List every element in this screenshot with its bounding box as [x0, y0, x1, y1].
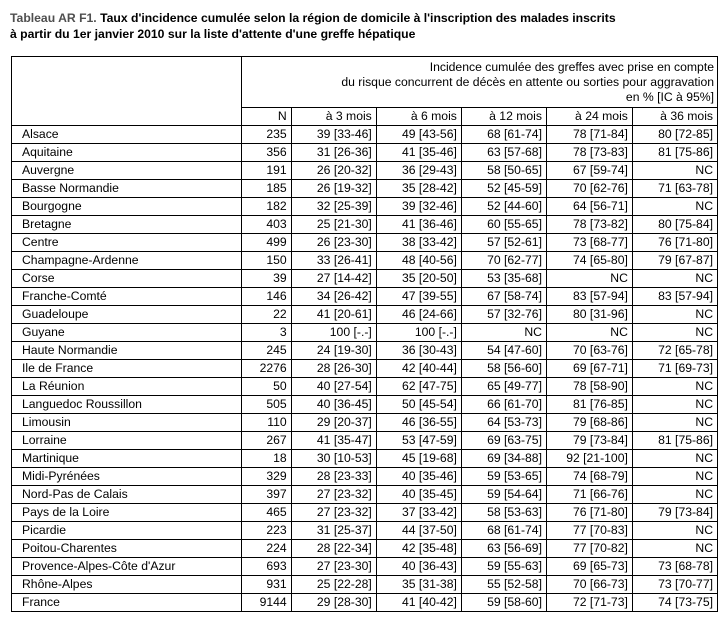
region-cell: Martinique — [12, 450, 242, 468]
value-24-months: 83 [57-94] — [546, 288, 632, 306]
table-row — [12, 342, 718, 360]
region-cell: Bourgogne — [12, 198, 242, 216]
value-12-months: NC — [461, 324, 546, 342]
header-line1: Incidence cumulée des greffes avec prise en compte — [429, 59, 714, 74]
column-header-12-months: à 12 mois — [461, 108, 546, 126]
region-cell: Bretagne — [12, 216, 242, 234]
region-cell: Franche-Comté — [12, 288, 242, 306]
value-6-months: 53 [47-59] — [376, 432, 461, 450]
table-row — [12, 360, 718, 378]
n-cell: 191 — [241, 162, 291, 180]
value-3-months: 27 [23-32] — [291, 486, 376, 504]
value-12-months: 68 [61-74] — [461, 522, 546, 540]
value-36-months: 79 [73-84] — [632, 504, 717, 522]
table-row — [12, 216, 718, 234]
value-6-months: 45 [19-68] — [376, 450, 461, 468]
value-3-months: 26 [19-32] — [291, 180, 376, 198]
value-24-months: 74 [65-80] — [546, 252, 632, 270]
value-12-months: 60 [55-65] — [461, 216, 546, 234]
value-12-months: 53 [35-68] — [461, 270, 546, 288]
value-36-months: 80 [75-84] — [632, 216, 717, 234]
n-cell: 693 — [241, 558, 291, 576]
table-row — [12, 396, 718, 414]
value-24-months: 77 [70-82] — [546, 540, 632, 558]
n-cell: 110 — [241, 414, 291, 432]
region-cell: Picardie — [12, 522, 242, 540]
table-row — [12, 198, 718, 216]
n-cell: 182 — [241, 198, 291, 216]
value-36-months: NC — [632, 450, 717, 468]
table-row — [12, 468, 718, 486]
value-6-months: 38 [33-42] — [376, 234, 461, 252]
value-6-months: 39 [32-46] — [376, 198, 461, 216]
value-6-months: 40 [35-46] — [376, 468, 461, 486]
value-36-months: NC — [632, 414, 717, 432]
region-cell: Provence-Alpes-Côte d'Azur — [12, 558, 242, 576]
value-12-months: 59 [55-63] — [461, 558, 546, 576]
value-6-months: 35 [20-50] — [376, 270, 461, 288]
value-24-months: 70 [66-73] — [546, 576, 632, 594]
table-row — [12, 288, 718, 306]
value-6-months: 100 [-.-] — [376, 324, 461, 342]
value-12-months: 66 [61-70] — [461, 396, 546, 414]
value-24-months: 78 [58-90] — [546, 378, 632, 396]
value-12-months: 52 [45-59] — [461, 180, 546, 198]
table-row — [12, 144, 718, 162]
value-3-months: 29 [28-30] — [291, 594, 376, 612]
value-6-months: 40 [36-43] — [376, 558, 461, 576]
column-header-6-months: à 6 mois — [376, 108, 461, 126]
value-36-months: NC — [632, 198, 717, 216]
region-cell: Ile de France — [12, 360, 242, 378]
table-row — [12, 270, 718, 288]
value-3-months: 25 [21-30] — [291, 216, 376, 234]
n-cell: 18 — [241, 450, 291, 468]
value-36-months: 71 [63-78] — [632, 180, 717, 198]
value-36-months: NC — [632, 540, 717, 558]
value-36-months: 76 [71-80] — [632, 234, 717, 252]
value-6-months: 44 [37-50] — [376, 522, 461, 540]
value-6-months: 47 [39-55] — [376, 288, 461, 306]
region-cell: Lorraine — [12, 432, 242, 450]
n-cell: 185 — [241, 180, 291, 198]
region-cell: Midi-Pyrénées — [12, 468, 242, 486]
table-row — [12, 432, 718, 450]
caption-line1: Taux d'incidence cumulée selon la région de domicile à l'inscription des malades inscrits — [100, 11, 616, 25]
value-36-months: NC — [632, 306, 717, 324]
value-6-months: 42 [40-44] — [376, 360, 461, 378]
value-24-months: 78 [73-82] — [546, 216, 632, 234]
table-row — [12, 126, 718, 144]
value-6-months: 41 [40-42] — [376, 594, 461, 612]
value-24-months: 79 [68-86] — [546, 414, 632, 432]
n-cell: 50 — [241, 378, 291, 396]
value-6-months: 35 [31-38] — [376, 576, 461, 594]
value-3-months: 28 [22-34] — [291, 540, 376, 558]
value-6-months: 37 [33-42] — [376, 504, 461, 522]
value-12-months: 55 [52-58] — [461, 576, 546, 594]
value-6-months: 46 [24-66] — [376, 306, 461, 324]
caption-label: Tableau AR F1. — [10, 11, 97, 25]
value-12-months: 70 [62-77] — [461, 252, 546, 270]
column-header-36-months: à 36 mois — [632, 108, 717, 126]
value-24-months: 80 [31-96] — [546, 306, 632, 324]
value-3-months: 26 [20-32] — [291, 162, 376, 180]
n-cell: 9144 — [241, 594, 291, 612]
value-36-months: 80 [72-85] — [632, 126, 717, 144]
region-cell: Limousin — [12, 414, 242, 432]
caption-line2: à partir du 1er janvier 2010 sur la liste d'attente d'une greffe hépatique — [10, 27, 416, 41]
table-row — [12, 234, 718, 252]
n-cell: 150 — [241, 252, 291, 270]
incidence-table — [11, 56, 718, 612]
value-24-months: 79 [73-84] — [546, 432, 632, 450]
column-header-3-months: à 3 mois — [291, 108, 376, 126]
region-cell: France — [12, 594, 242, 612]
table-row — [12, 324, 718, 342]
region-cell: Poitou-Charentes — [12, 540, 242, 558]
value-3-months: 27 [23-32] — [291, 504, 376, 522]
table-row — [12, 540, 718, 558]
region-cell: Corse — [12, 270, 242, 288]
value-12-months: 58 [50-65] — [461, 162, 546, 180]
value-3-months: 41 [20-61] — [291, 306, 376, 324]
value-36-months: 81 [75-86] — [632, 144, 717, 162]
value-24-months: NC — [546, 270, 632, 288]
value-36-months: NC — [632, 378, 717, 396]
value-3-months: 40 [36-45] — [291, 396, 376, 414]
region-cell: Basse Normandie — [12, 180, 242, 198]
n-cell: 22 — [241, 306, 291, 324]
value-12-months: 59 [53-65] — [461, 468, 546, 486]
region-cell: Alsace — [12, 126, 242, 144]
value-12-months: 54 [47-60] — [461, 342, 546, 360]
value-24-months: 73 [68-77] — [546, 234, 632, 252]
table-row — [12, 180, 718, 198]
value-12-months: 63 [56-69] — [461, 540, 546, 558]
value-24-months: 72 [71-73] — [546, 594, 632, 612]
value-12-months: 63 [57-68] — [461, 144, 546, 162]
table-row — [12, 486, 718, 504]
value-36-months: 73 [68-78] — [632, 558, 717, 576]
header-main-cell — [241, 57, 717, 108]
value-24-months: 69 [67-71] — [546, 360, 632, 378]
n-cell: 3 — [241, 324, 291, 342]
table-caption — [10, 10, 710, 42]
value-3-months: 30 [10-53] — [291, 450, 376, 468]
n-cell: 329 — [241, 468, 291, 486]
region-cell: Auvergne — [12, 162, 242, 180]
region-cell: Languedoc Roussillon — [12, 396, 242, 414]
header-line3: en % [IC à 95%] — [625, 89, 714, 104]
value-3-months: 29 [20-37] — [291, 414, 376, 432]
table-row — [12, 162, 718, 180]
table-row — [12, 558, 718, 576]
value-6-months: 46 [36-55] — [376, 414, 461, 432]
table-row — [12, 306, 718, 324]
value-6-months: 50 [45-54] — [376, 396, 461, 414]
value-6-months: 48 [40-56] — [376, 252, 461, 270]
value-24-months: 70 [63-76] — [546, 342, 632, 360]
value-3-months: 100 [-.-] — [291, 324, 376, 342]
value-12-months: 68 [61-74] — [461, 126, 546, 144]
header-line2: du risque concurrent de décès en attente ou sorties pour aggravation — [341, 74, 714, 89]
value-6-months: 40 [35-45] — [376, 486, 461, 504]
n-cell: 505 — [241, 396, 291, 414]
table-row — [12, 414, 718, 432]
value-3-months: 26 [23-30] — [291, 234, 376, 252]
value-24-months: 92 [21-100] — [546, 450, 632, 468]
value-6-months: 35 [28-42] — [376, 180, 461, 198]
value-12-months: 65 [49-77] — [461, 378, 546, 396]
value-12-months: 58 [53-63] — [461, 504, 546, 522]
table-row — [12, 252, 718, 270]
header-row-main — [12, 57, 718, 108]
value-3-months: 31 [25-37] — [291, 522, 376, 540]
value-36-months: 73 [70-77] — [632, 576, 717, 594]
value-12-months: 69 [63-75] — [461, 432, 546, 450]
value-12-months: 59 [54-64] — [461, 486, 546, 504]
region-cell: La Réunion — [12, 378, 242, 396]
value-3-months: 28 [26-30] — [291, 360, 376, 378]
table-row — [12, 504, 718, 522]
table-row — [12, 576, 718, 594]
value-24-months: 74 [68-79] — [546, 468, 632, 486]
n-cell: 223 — [241, 522, 291, 540]
n-cell: 235 — [241, 126, 291, 144]
value-6-months: 41 [36-46] — [376, 216, 461, 234]
value-6-months: 49 [43-56] — [376, 126, 461, 144]
n-cell: 356 — [241, 144, 291, 162]
value-36-months: 81 [75-86] — [632, 432, 717, 450]
value-36-months: NC — [632, 270, 717, 288]
value-12-months: 69 [34-88] — [461, 450, 546, 468]
region-cell: Aquitaine — [12, 144, 242, 162]
value-36-months: 71 [69-73] — [632, 360, 717, 378]
n-cell: 465 — [241, 504, 291, 522]
n-cell: 931 — [241, 576, 291, 594]
value-3-months: 28 [23-33] — [291, 468, 376, 486]
value-3-months: 34 [26-42] — [291, 288, 376, 306]
header-region-cell — [12, 57, 242, 126]
value-24-months: 71 [66-76] — [546, 486, 632, 504]
value-24-months: 76 [71-80] — [546, 504, 632, 522]
value-24-months: 81 [76-85] — [546, 396, 632, 414]
value-36-months: 72 [65-78] — [632, 342, 717, 360]
value-3-months: 32 [25-39] — [291, 198, 376, 216]
value-3-months: 25 [22-28] — [291, 576, 376, 594]
n-cell: 245 — [241, 342, 291, 360]
n-cell: 146 — [241, 288, 291, 306]
table-row — [12, 450, 718, 468]
value-24-months: 70 [62-76] — [546, 180, 632, 198]
region-cell: Centre — [12, 234, 242, 252]
value-12-months: 57 [32-76] — [461, 306, 546, 324]
value-36-months: 83 [57-94] — [632, 288, 717, 306]
value-36-months: NC — [632, 396, 717, 414]
value-6-months: 42 [35-48] — [376, 540, 461, 558]
value-3-months: 31 [26-36] — [291, 144, 376, 162]
value-36-months: NC — [632, 522, 717, 540]
value-12-months: 58 [56-60] — [461, 360, 546, 378]
table-body — [12, 126, 718, 612]
value-6-months: 36 [30-43] — [376, 342, 461, 360]
region-cell: Guyane — [12, 324, 242, 342]
n-cell: 403 — [241, 216, 291, 234]
value-12-months: 59 [58-60] — [461, 594, 546, 612]
value-3-months: 33 [26-41] — [291, 252, 376, 270]
n-cell: 499 — [241, 234, 291, 252]
value-6-months: 41 [35-46] — [376, 144, 461, 162]
n-cell: 39 — [241, 270, 291, 288]
value-36-months: 74 [73-75] — [632, 594, 717, 612]
value-3-months: 27 [23-30] — [291, 558, 376, 576]
value-12-months: 64 [53-73] — [461, 414, 546, 432]
region-cell: Champagne-Ardenne — [12, 252, 242, 270]
value-24-months: 77 [70-83] — [546, 522, 632, 540]
column-header-n: N — [241, 108, 291, 126]
region-cell: Guadeloupe — [12, 306, 242, 324]
n-cell: 397 — [241, 486, 291, 504]
region-cell: Rhône-Alpes — [12, 576, 242, 594]
value-6-months: 36 [29-43] — [376, 162, 461, 180]
value-12-months: 67 [58-74] — [461, 288, 546, 306]
table-row — [12, 378, 718, 396]
n-cell: 267 — [241, 432, 291, 450]
value-36-months: NC — [632, 468, 717, 486]
column-header-24-months: à 24 mois — [546, 108, 632, 126]
value-12-months: 52 [44-60] — [461, 198, 546, 216]
table-row — [12, 522, 718, 540]
value-24-months: NC — [546, 324, 632, 342]
region-cell: Nord-Pas de Calais — [12, 486, 242, 504]
value-24-months: 67 [59-74] — [546, 162, 632, 180]
value-3-months: 24 [19-30] — [291, 342, 376, 360]
value-12-months: 57 [52-61] — [461, 234, 546, 252]
value-24-months: 64 [56-71] — [546, 198, 632, 216]
n-cell: 2276 — [241, 360, 291, 378]
value-3-months: 39 [33-46] — [291, 126, 376, 144]
value-24-months: 78 [71-84] — [546, 126, 632, 144]
region-cell: Pays de la Loire — [12, 504, 242, 522]
n-cell: 224 — [241, 540, 291, 558]
value-3-months: 40 [27-54] — [291, 378, 376, 396]
value-36-months: NC — [632, 324, 717, 342]
value-24-months: 78 [73-83] — [546, 144, 632, 162]
value-3-months: 27 [14-42] — [291, 270, 376, 288]
region-cell: Haute Normandie — [12, 342, 242, 360]
value-36-months: NC — [632, 162, 717, 180]
value-36-months: 79 [67-87] — [632, 252, 717, 270]
value-3-months: 41 [35-47] — [291, 432, 376, 450]
value-36-months: NC — [632, 486, 717, 504]
value-6-months: 62 [47-75] — [376, 378, 461, 396]
table-row — [12, 594, 718, 612]
value-24-months: 69 [65-73] — [546, 558, 632, 576]
